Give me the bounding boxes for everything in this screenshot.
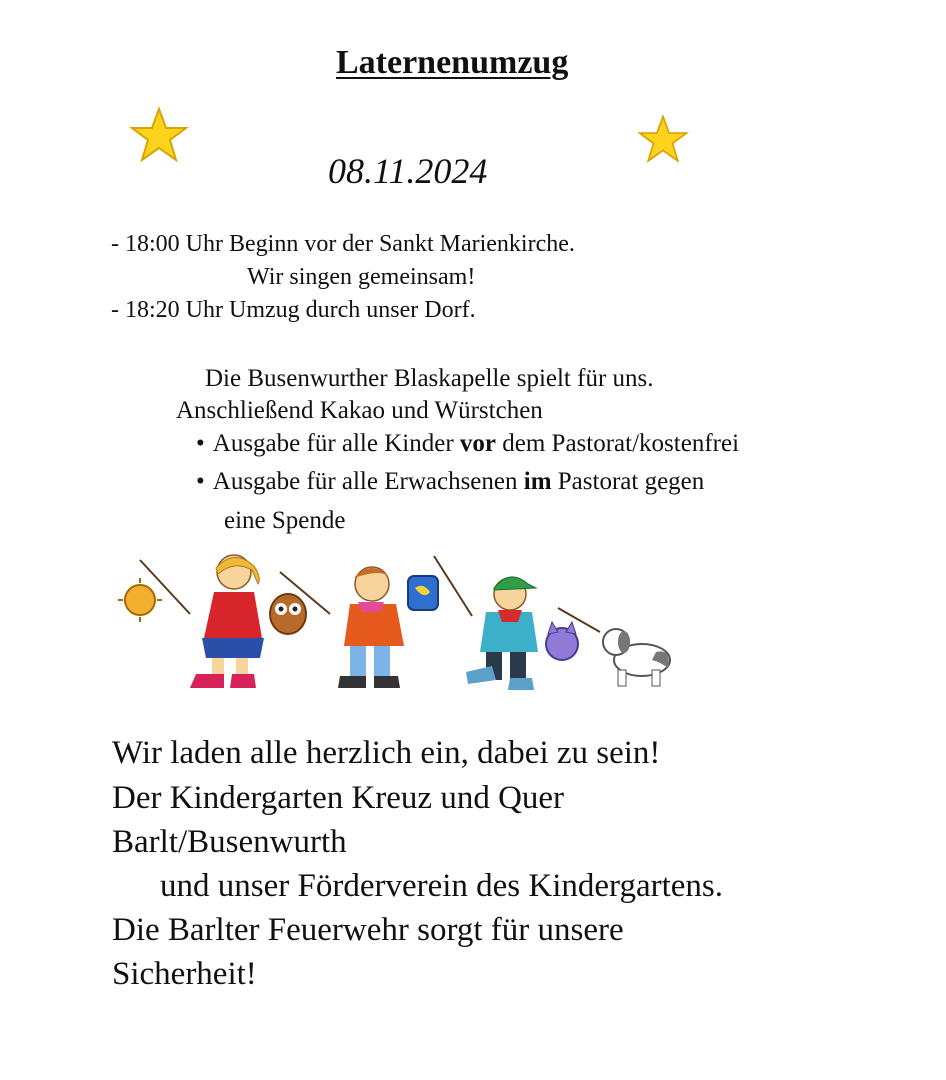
closing-line-safety: Sicherheit!	[112, 956, 257, 992]
star-icon	[637, 114, 689, 166]
children-lantern-illustration	[112, 548, 682, 698]
bullet-icon: •	[196, 430, 205, 457]
bullet-item-adults: • Ausgabe für alle Erwachsenen im Pastorat gegen	[196, 468, 705, 495]
closing-line-firedept: Die Barlter Feuerwehr sorgt für unsere	[112, 912, 624, 948]
star-icon	[129, 106, 189, 166]
bullet-continuation: eine Spende	[224, 507, 346, 534]
closing-line-location: Barlt/Busenwurth	[112, 824, 347, 860]
closing-line-kindergarten: Der Kindergarten Kreuz und Quer	[112, 780, 565, 816]
schedule-line-parade: - 18:20 Uhr Umzug durch unser Dorf.	[111, 297, 476, 323]
bullet-item-children: • Ausgabe für alle Kinder vor dem Pastorat/kostenfrei	[196, 430, 740, 457]
page-title: Laternenumzug	[336, 44, 569, 81]
info-band: Die Busenwurther Blaskapelle spielt für uns.	[205, 365, 654, 392]
schedule-line-sing: Wir singen gemeinsam!	[247, 264, 476, 290]
schedule-line-start: - 18:00 Uhr Beginn vor der Sankt Marienkirche.	[111, 231, 575, 257]
closing-line-association: und unser Förderverein des Kindergartens.	[160, 868, 723, 904]
info-food: Anschließend Kakao und Würstchen	[176, 397, 543, 424]
closing-line-invite: Wir laden alle herzlich ein, dabei zu sein!	[112, 735, 661, 771]
event-date: 08.11.2024	[328, 151, 488, 191]
bullet-icon: •	[196, 468, 205, 495]
